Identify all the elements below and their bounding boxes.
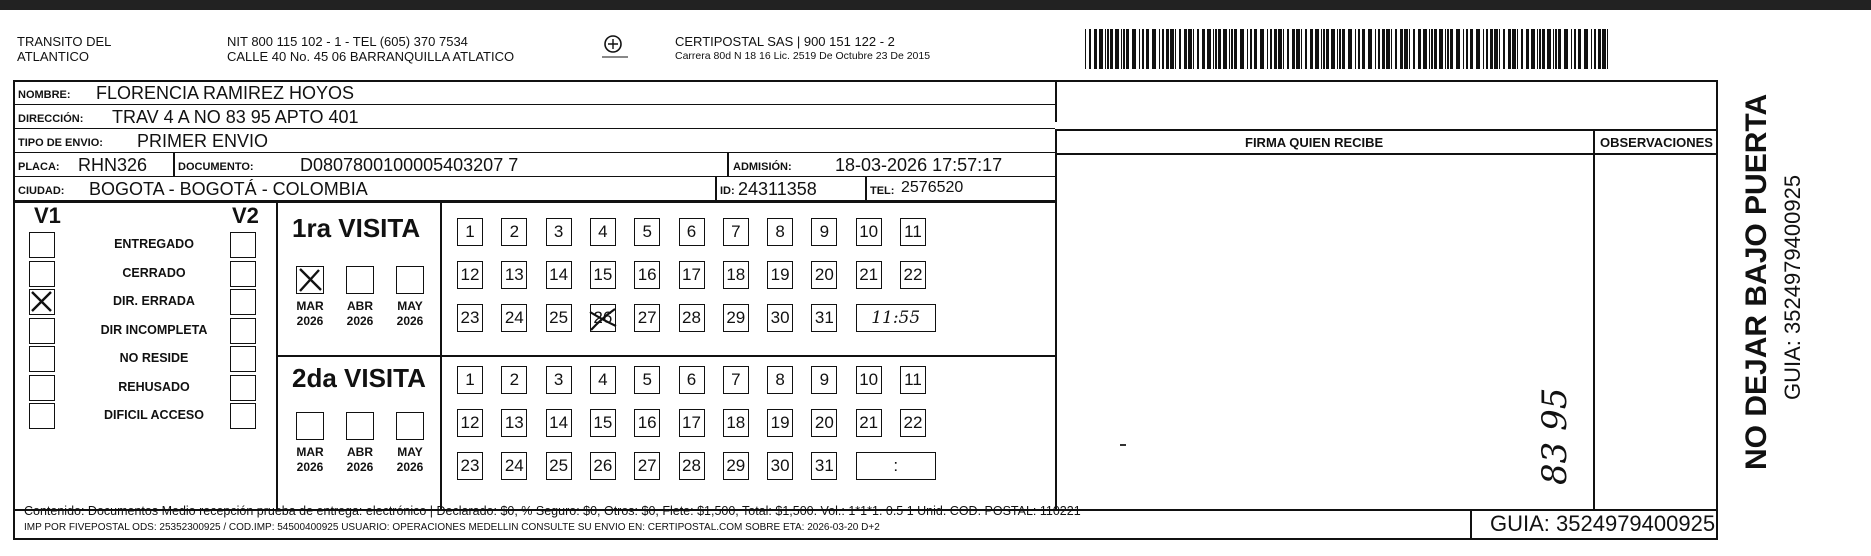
day-box-1-24[interactable]: 24: [501, 452, 527, 480]
day-box-1-14[interactable]: 14: [546, 409, 572, 437]
day-box-1-19[interactable]: 19: [767, 409, 793, 437]
v1-checkbox-2[interactable]: [29, 289, 55, 315]
row-address: [15, 105, 1055, 129]
day-box-0-21[interactable]: 21: [856, 261, 882, 289]
observations-label: OBSERVACIONES: [1600, 135, 1713, 150]
admission-date: 18-03-2026 17:57:17: [835, 155, 1003, 175]
day-box-1-3[interactable]: 3: [546, 366, 572, 394]
v1-label: V1: [34, 203, 61, 228]
status-label-2: DIR. ERRADA: [113, 294, 195, 308]
id-label: ID:: [720, 185, 735, 197]
day-box-0-22[interactable]: 22: [900, 261, 926, 289]
v2-checkbox-3[interactable]: [230, 318, 256, 344]
day-box-0-3[interactable]: 3: [546, 218, 572, 246]
day-box-0-2[interactable]: 2: [501, 218, 527, 246]
ship-type-label: TIPO DE ENVIO:: [18, 137, 103, 149]
id-number: 24311358: [738, 179, 817, 199]
v2-checkbox-5[interactable]: [230, 375, 256, 401]
day-box-1-23[interactable]: 23: [457, 452, 483, 480]
day-box-1-10[interactable]: 10: [856, 366, 882, 394]
tel-label: TEL:: [870, 185, 895, 197]
first-visit-label: 1ra VISITA: [292, 213, 421, 243]
status-label-5: REHUSADO: [118, 379, 190, 394]
day-box-0-4[interactable]: 4: [590, 218, 616, 246]
month-label-1-0: MAR 2026: [296, 445, 324, 474]
day-box-0-16[interactable]: 16: [634, 261, 660, 289]
v2-checkbox-1[interactable]: [230, 261, 256, 287]
v2-label: V2: [232, 203, 259, 228]
document-number: D0807800100005403207 7: [300, 155, 519, 175]
v2-checkbox-2[interactable]: [230, 289, 256, 315]
status-label-1: CERRADO: [122, 265, 186, 280]
day-box-0-29[interactable]: 29: [723, 304, 749, 332]
second-visit-time[interactable]: :: [856, 452, 936, 480]
month-checkbox-1-1[interactable]: [346, 412, 374, 440]
day-box-0-15[interactable]: 15: [590, 261, 616, 289]
day-box-1-16[interactable]: 16: [634, 409, 660, 437]
side-guia: GUIA: 3524979400925: [1780, 174, 1805, 400]
month-label-1-1: ABR 2026: [346, 445, 374, 474]
stray-mark: [1120, 444, 1126, 446]
day-box-0-26[interactable]: 26: [590, 304, 616, 332]
ship-type: PRIMER ENVIO: [137, 131, 269, 151]
day-box-1-31[interactable]: 31: [811, 452, 837, 480]
admission-label: ADMISIÓN:: [733, 161, 792, 173]
month-label-0-2: MAY 2026: [396, 299, 424, 328]
recipient-name: FLORENCIA RAMIREZ HOYOS: [96, 83, 355, 103]
day-box-1-22[interactable]: 22: [900, 409, 926, 437]
day-box-0-1[interactable]: 1: [457, 218, 483, 246]
month-checkbox-1-2[interactable]: [396, 412, 424, 440]
sender-line2: ATLANTICO: [17, 49, 89, 64]
day-box-0-20[interactable]: 20: [811, 261, 837, 289]
day-box-1-17[interactable]: 17: [679, 409, 705, 437]
day-box-1-27[interactable]: 27: [634, 452, 660, 480]
no-dejar-text: NO DEJAR BAJO PUERTA: [1740, 93, 1773, 470]
day-box-1-11[interactable]: 11: [900, 366, 926, 394]
day-box-0-18[interactable]: 18: [723, 261, 749, 289]
check-x-icon: [30, 290, 53, 313]
document-label: DOCUMENTO:: [178, 161, 254, 173]
day-box-1-25[interactable]: 25: [546, 452, 572, 480]
sender-name: [17, 34, 111, 64]
day-box-1-8[interactable]: 8: [767, 366, 793, 394]
day-box-1-13[interactable]: 13: [501, 409, 527, 437]
day-box-0-24[interactable]: 24: [501, 304, 527, 332]
status-label-4: NO RESIDE: [119, 351, 189, 365]
address-label: DIRECCIÓN:: [18, 113, 84, 125]
first-visit-time[interactable]: 11:55: [856, 304, 936, 332]
day-box-1-7[interactable]: 7: [723, 366, 749, 394]
sender-address: CALLE 40 No. 45 06 BARRANQUILLA ATLATICO: [227, 49, 515, 64]
signature-label: FIRMA QUIEN RECIBE: [1245, 135, 1384, 150]
barcode: [1085, 29, 1610, 69]
day-box-0-30[interactable]: 30: [767, 304, 793, 332]
day-box-1-6[interactable]: 6: [679, 366, 705, 394]
city: BOGOTA - BOGOTÁ - COLOMBIA: [89, 179, 368, 199]
day-box-0-19[interactable]: 19: [767, 261, 793, 289]
recipient-address: TRAV 4 A NO 83 95 APTO 401: [112, 107, 359, 127]
day-box-1-28[interactable]: 28: [679, 452, 705, 480]
day-box-1-1[interactable]: 1: [457, 366, 483, 394]
name-label: NOMBRE:: [18, 89, 71, 101]
month-label-0-0: MAR 2026: [296, 299, 324, 328]
day-box-0-27[interactable]: 27: [634, 304, 660, 332]
month-checkbox-0-0[interactable]: [296, 266, 324, 294]
day-box-0-14[interactable]: 14: [546, 261, 572, 289]
day-box-1-29[interactable]: 29: [723, 452, 749, 480]
v1-checkbox-0[interactable]: [29, 232, 55, 258]
courier-name: CERTIPOSTAL SAS | 900 151 122 - 2: [675, 34, 895, 49]
day-box-0-13[interactable]: 13: [501, 261, 527, 289]
v1-checkbox-5[interactable]: [29, 375, 55, 401]
day-box-0-11[interactable]: 11: [900, 218, 926, 246]
v1-checkbox-3[interactable]: [29, 318, 55, 344]
month-checkbox-0-1[interactable]: [346, 266, 374, 294]
check-x-icon: [297, 267, 323, 293]
day-box-0-31[interactable]: 31: [811, 304, 837, 332]
footer-content: Contenido: Documentos Medio recepción prueba de entrega: electrónico | Declarado: $0, % Seguro: $0, Otros: $0, Flete: $1,500, Total: $1,500. Vol.: 1*1*1. 0.5 1 Unid. COD. POSTAL: 110221: [24, 504, 1081, 518]
day-box-1-2[interactable]: 2: [501, 366, 527, 394]
guia-box: GUIA: 3524979400925: [1490, 511, 1716, 536]
day-box-0-23[interactable]: 23: [457, 304, 483, 332]
day-box-0-6[interactable]: 6: [679, 218, 705, 246]
sender-info: [227, 34, 514, 64]
day-box-0-5[interactable]: 5: [634, 218, 660, 246]
day-box-1-26[interactable]: 26: [590, 452, 616, 480]
row-ship-type: [15, 129, 1055, 153]
day-box-0-9[interactable]: 9: [811, 218, 837, 246]
v1-checkbox-1[interactable]: [29, 261, 55, 287]
day-box-1-18[interactable]: 18: [723, 409, 749, 437]
sender-nit: NIT 800 115 102 - 1 - TEL (605) 370 7534: [227, 34, 468, 49]
plate-label: PLACA:: [18, 161, 60, 173]
day-box-0-28[interactable]: 28: [679, 304, 705, 332]
sender-line1: TRANSITO DEL: [17, 34, 112, 49]
day-box-0-10[interactable]: 10: [856, 218, 882, 246]
courier-address: Carrera 80d N 18 16 Lic. 2519 De Octubre 23 De 2015: [675, 50, 931, 62]
v2-checkbox-6[interactable]: [230, 403, 256, 429]
top-border: [0, 0, 1871, 10]
second-visit-label: 2da VISITA: [292, 363, 426, 393]
day-box-1-9[interactable]: 9: [811, 366, 837, 394]
status-label-6: DIFICIL ACCESO: [103, 408, 204, 422]
row-plate: [15, 153, 1055, 177]
row-name: [15, 82, 1055, 105]
month-label-1-2: MAY 2026: [396, 445, 424, 474]
month-checkbox-1-0[interactable]: [296, 412, 324, 440]
day-box-1-30[interactable]: 30: [767, 452, 793, 480]
day-box-1-21[interactable]: 21: [856, 409, 882, 437]
courier-info: [675, 34, 930, 64]
v1-checkbox-6[interactable]: [29, 403, 55, 429]
city-label: CIUDAD:: [18, 185, 65, 197]
plate: RHN326: [78, 155, 148, 175]
day-box-0-8[interactable]: 8: [767, 218, 793, 246]
status-label-3: DIR INCOMPLETA: [100, 322, 208, 337]
tel-number: 2576520: [901, 179, 964, 196]
courier-logo-icon: [600, 34, 630, 60]
day-box-1-5[interactable]: 5: [634, 366, 660, 394]
v1-checkbox-4[interactable]: [29, 346, 55, 372]
day-box-1-15[interactable]: 15: [590, 409, 616, 437]
status-label-0: ENTREGADO: [114, 237, 194, 251]
v2-checkbox-0[interactable]: [230, 232, 256, 258]
v2-checkbox-4[interactable]: [230, 346, 256, 372]
day-box-1-4[interactable]: 4: [590, 366, 616, 394]
day-box-0-25[interactable]: 25: [546, 304, 572, 332]
day-box-1-12[interactable]: 12: [457, 409, 483, 437]
handwritten-address: 83 95: [1535, 387, 1575, 485]
day-box-0-17[interactable]: 17: [679, 261, 705, 289]
footer-imp: IMP POR FIVEPOSTAL ODS: 25352300925 / COD.IMP: 54500400925 USUARIO: OPERACIONES MEDELLIN CONSULTE SU ENVIO EN: CERTIPOSTAL.COM SOBRE ETA: 2026-03-20 D+2: [24, 522, 880, 533]
row-city: [15, 177, 1055, 201]
day-box-1-20[interactable]: 20: [811, 409, 837, 437]
day-box-0-12[interactable]: 12: [457, 261, 483, 289]
month-label-0-1: ABR 2026: [346, 299, 374, 328]
month-checkbox-0-2[interactable]: [396, 266, 424, 294]
day-box-0-7[interactable]: 7: [723, 218, 749, 246]
